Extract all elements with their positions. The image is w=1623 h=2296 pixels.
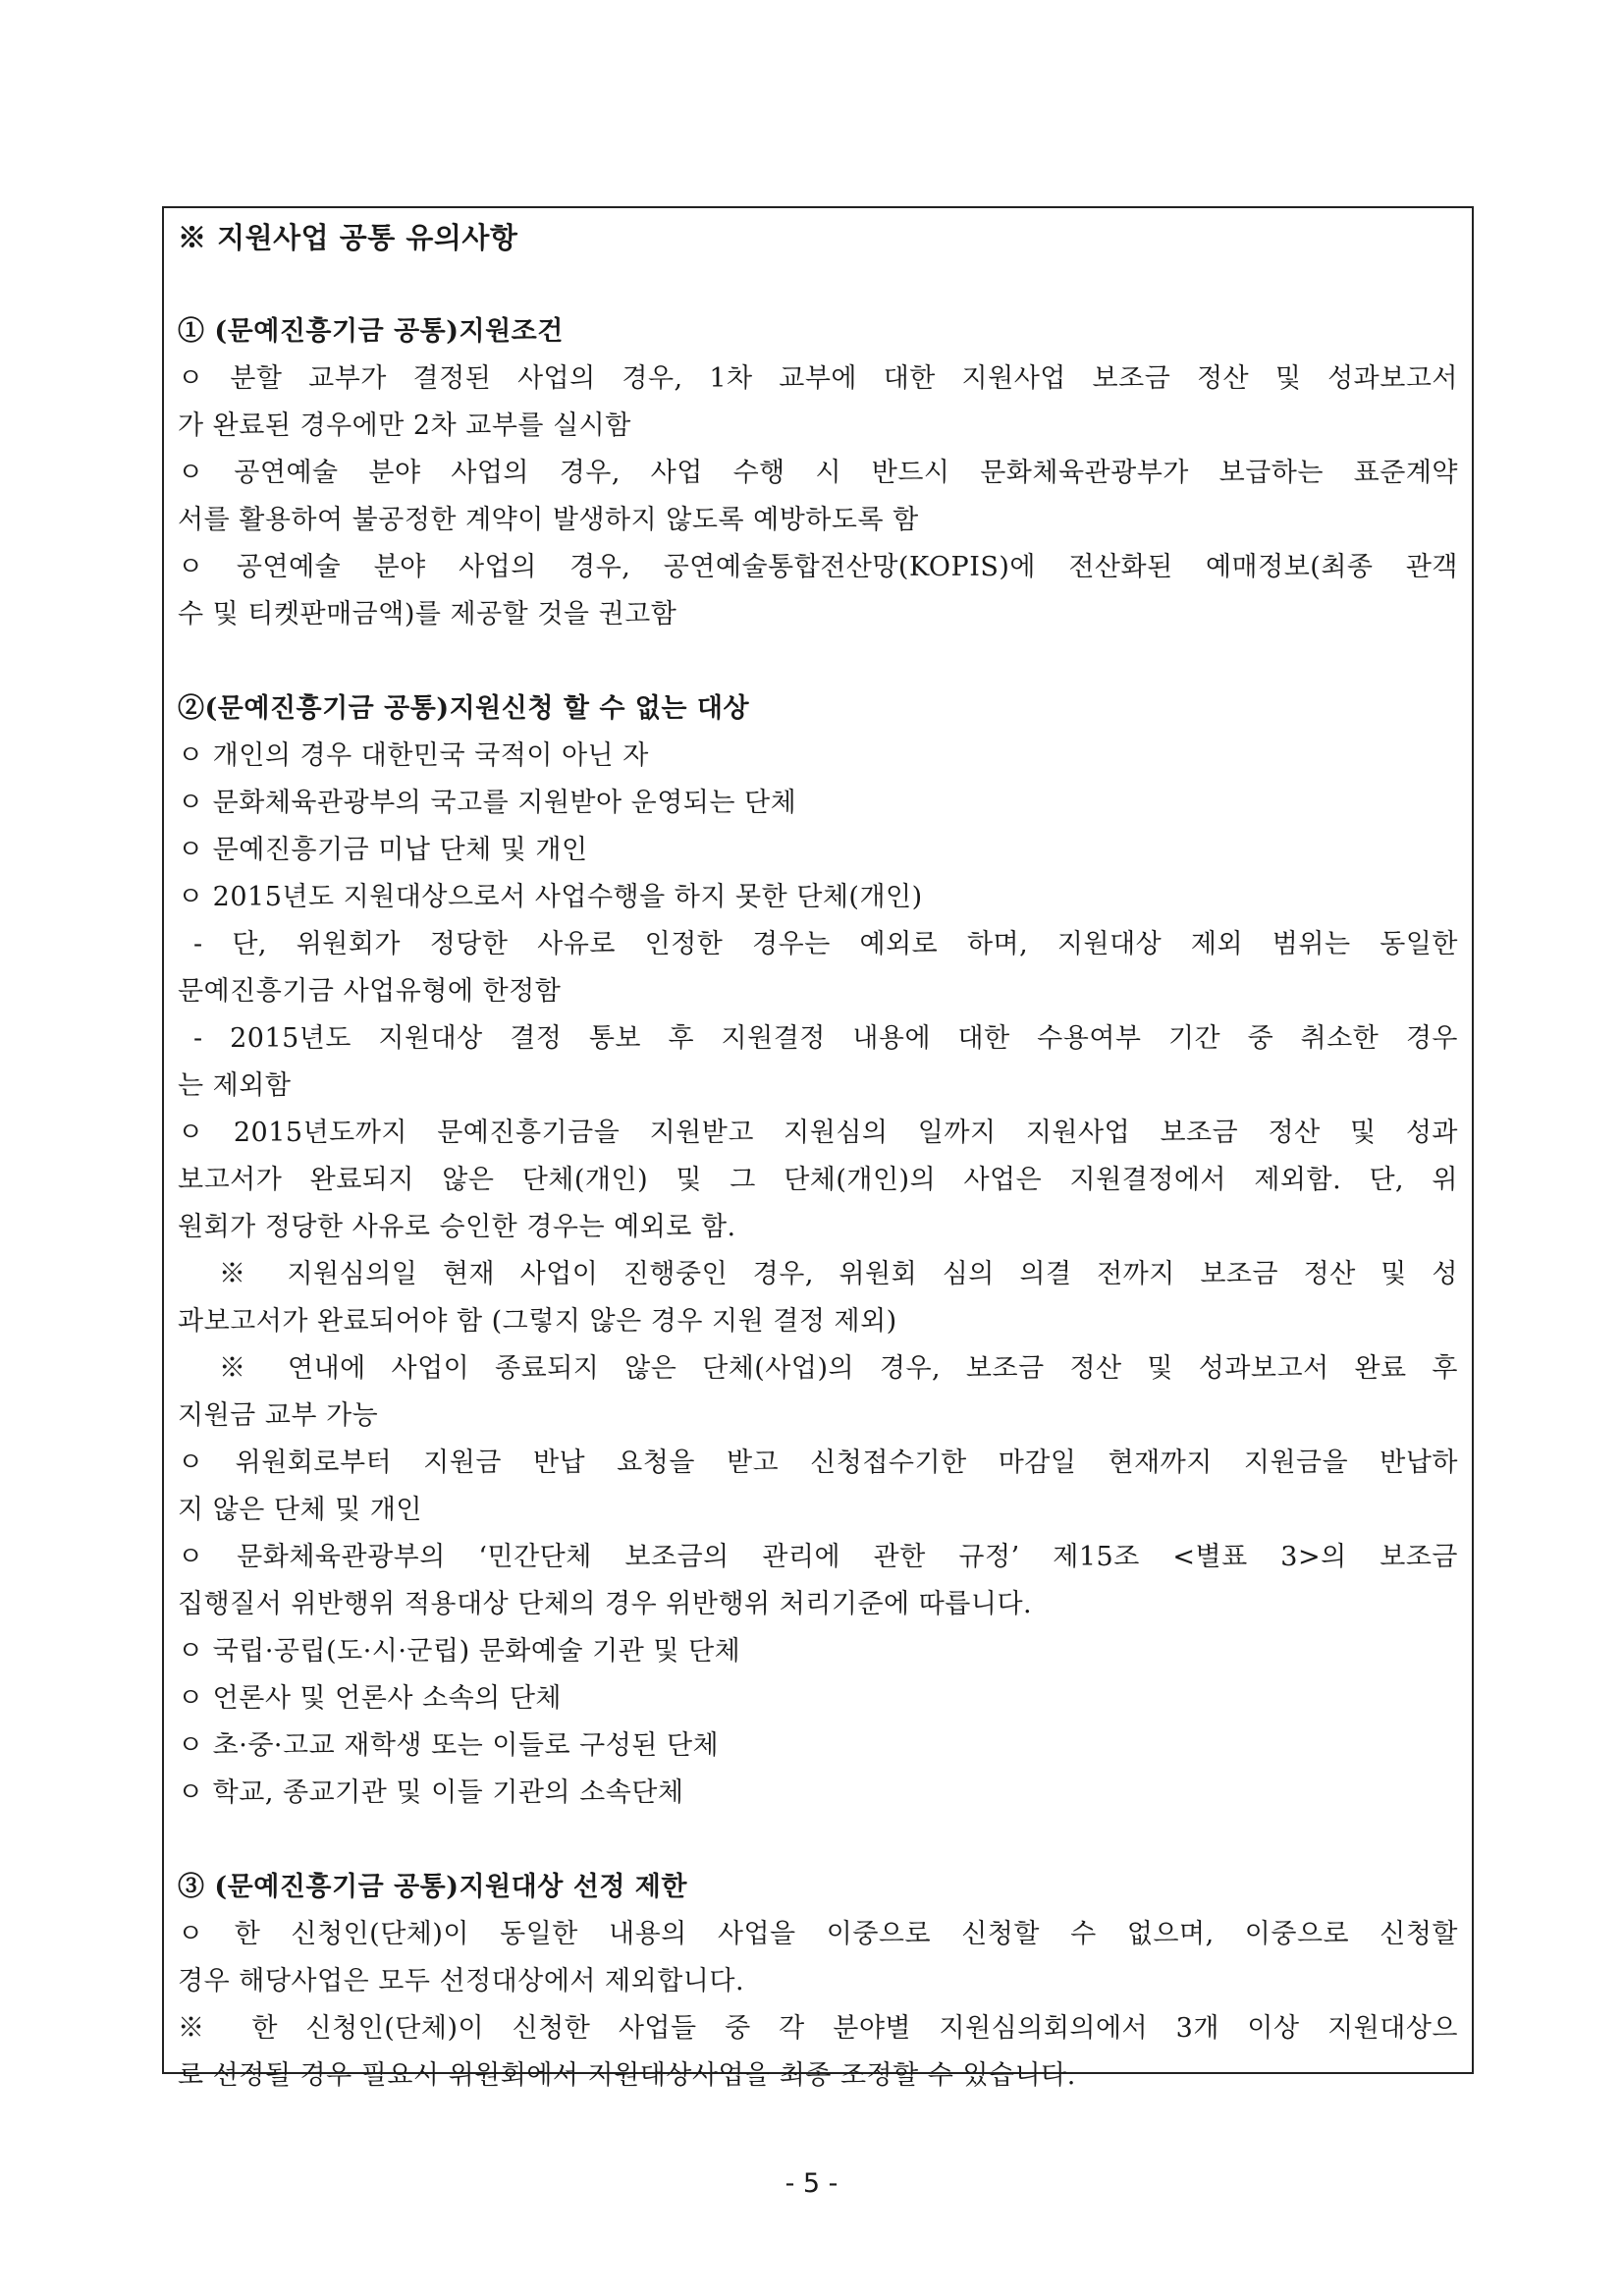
page-number: - 5 - [784,2168,839,2199]
spacer [178,261,1458,308]
section-2-line: 지 않은 단체 및 개인 [178,1495,422,1525]
section-2-line: 보고서가 완료되지 않은 단체(개인) 및 그 단체(개인)의 사업은 지원결정에서 제외함. 단, 위 [178,1165,1458,1195]
section-2-line: 집행질서 위반행위 적용대상 단체의 경우 위반행위 처리기준에 따릅니다. [178,1589,1033,1619]
section-3-line: ※ 한 신청인(단체)이 신청한 사업들 중 각 분야별 지원심의회의에서 3개 이상 지원대상으 [178,2013,1458,2044]
document-title: ※ 지원사업 공통 유의사항 [178,221,518,254]
section-1-line: 가 완료된 경우에만 2차 교부를 실시함 [178,410,631,441]
section-3-line: ㅇ 한 신청인(단체)이 동일한 내용의 사업을 이중으로 신청할 수 없으며, 이중으로 신청할 [178,1919,1458,1949]
section-2-line: ㅇ 국립·공립(도·시·군립) 문화예술 기관 및 단체 [178,1636,741,1667]
section-1-line: ㅇ 분할 교부가 결정된 사업의 경우, 1차 교부에 대한 지원사업 보조금 정산 및 성과보고서 [178,363,1458,394]
section-2-line: 문예진흥기금 사업유형에 한정함 [178,976,562,1007]
section-2-line: ㅇ 문화체육관광부의 국고를 지원받아 운영되는 단체 [178,788,797,818]
section-3-heading: ③ (문예진흥기금 공통)지원대상 선정 제한 [178,1872,687,1902]
section-2-line: ※ 지원심의일 현재 사업이 진행중인 경우, 위원회 심의 의결 전까지 보조금 정산 및 성 [219,1259,1458,1289]
section-2-line: ※ 연내에 사업이 종료되지 않은 단체(사업)의 경우, 보조금 정산 및 성과보고서 완료 후 [219,1353,1458,1384]
section-2-line: ㅇ 문화체육관광부의 ‘민간단체 보조금의 관리에 관한 규정’ 제15조 <별표 3>의 보조금 [178,1542,1458,1572]
section-3-line: 경우 해당사업은 모두 선정대상에서 제외합니다. [178,1966,745,1996]
section-2-line: ㅇ 2015년도 지원대상으로서 사업수행을 하지 못한 단체(개인) [178,882,923,912]
section-1-heading: ① (문예진흥기금 공통)지원조건 [178,316,564,347]
section-2-line: ㅇ 위원회로부터 지원금 반납 요청을 받고 신청접수기한 마감일 현재까지 지원금을 반납하 [178,1448,1458,1478]
spacer [178,638,1458,685]
section-2-line: ㅇ 언론사 및 언론사 소속의 단체 [178,1683,562,1714]
section-2-line: ㅇ 2015년도까지 문예진흥기금을 지원받고 지원심의 일까지 지원사업 보조금 정산 및 성과 [178,1118,1458,1148]
section-2-line: ㅇ 문예진흥기금 미납 단체 및 개인 [178,835,588,865]
section-2-line: 지원금 교부 가능 [178,1400,379,1431]
notice-box [162,206,1474,2091]
section-1-line: 수 및 티켓판매금액)를 제공할 것을 권고함 [178,599,677,629]
section-1-line: ㅇ 공연예술 분야 사업의 경우, 사업 수행 시 반드시 문화체육관광부가 보급하는 표준계약 [178,458,1458,488]
section-1-line: ㅇ 공연예술 분야 사업의 경우, 공연예술통합전산망(KOPIS)에 전산화된 예매정보(최종 관객 [178,552,1458,582]
section-2-line: 는 제외함 [178,1070,292,1101]
section-2-line: ㅇ 개인의 경우 대한민국 국적이 아닌 자 [178,740,649,771]
section-3-line: 로 선정될 경우 필요시 위원회에서 지원대상사업을 최종 조정할 수 있습니다. [178,2060,1076,2091]
section-2-line: 원회가 정당한 사유로 승인한 경우는 예외로 함. [178,1212,736,1242]
section-2-line: - 단, 위원회가 정당한 사유로 인정한 경우는 예외로 하며, 지원대상 제외 범위는 동일한 [193,929,1458,959]
section-2-line: ㅇ 학교, 종교기관 및 이들 기관의 소속단체 [178,1777,684,1808]
section-1-line: 서를 활용하여 불공정한 계약이 발생하지 않도록 예방하도록 함 [178,505,919,535]
section-2-line: - 2015년도 지원대상 결정 통보 후 지원결정 내용에 대한 수용여부 기간 중 취소한 경우 [193,1023,1458,1054]
section-2-heading: ②(문예진흥기금 공통)지원신청 할 수 없는 대상 [178,693,750,724]
spacer [178,1817,1458,1864]
section-2-line: ㅇ 초·중·고교 재학생 또는 이들로 구성된 단체 [178,1730,720,1761]
section-2-line: 과보고서가 완료되어야 함 (그렇지 않은 경우 지원 결정 제외) [178,1306,897,1337]
